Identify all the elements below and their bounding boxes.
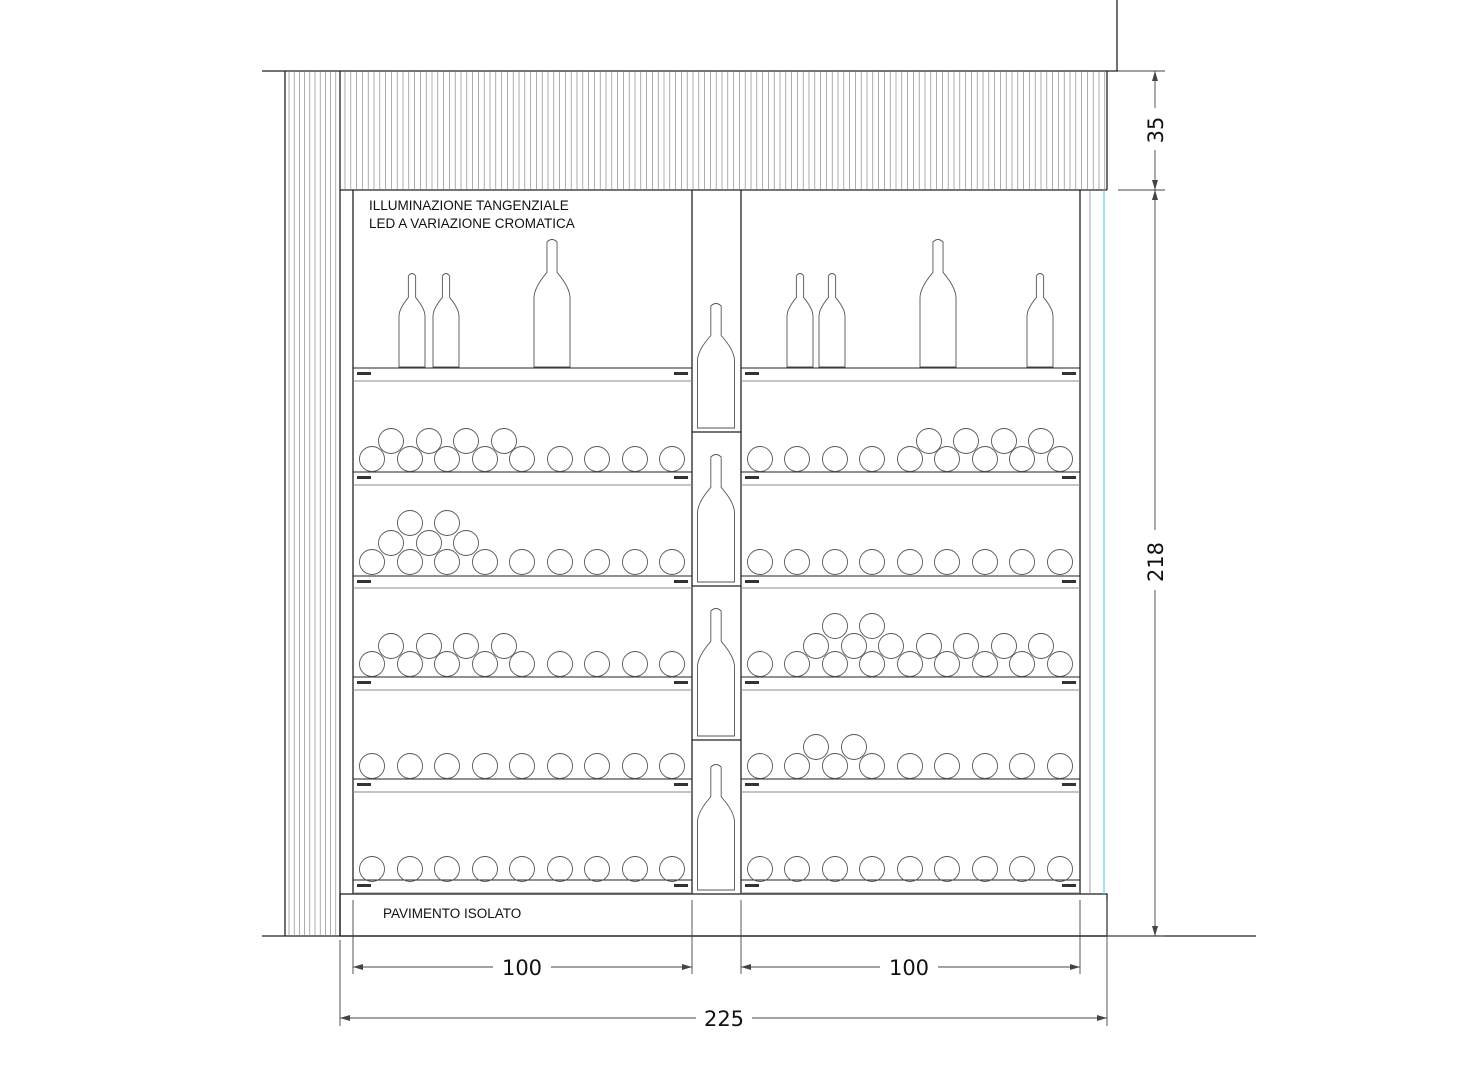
dim-cornice-height: 35	[1144, 116, 1168, 144]
bottle-end	[398, 754, 423, 779]
bottle-end	[473, 447, 498, 472]
shelf-bracket	[1062, 783, 1076, 786]
bottle-end	[510, 550, 535, 575]
bottle-end	[435, 754, 460, 779]
cornice-paneling	[345, 71, 1105, 190]
dimension-lines	[340, 71, 1165, 1026]
bottle-end	[898, 857, 923, 882]
bottle-end	[379, 634, 404, 659]
bottle-end	[398, 511, 423, 536]
bottle-end	[973, 754, 998, 779]
bottle-end	[992, 429, 1017, 454]
shelf-bracket	[745, 476, 759, 479]
bottle-end	[842, 735, 867, 760]
bottle-end	[360, 447, 385, 472]
bottle-end	[860, 550, 885, 575]
bottle-end	[398, 652, 423, 677]
bottle-end	[935, 550, 960, 575]
bottle-end	[973, 652, 998, 677]
bottle-end	[1048, 652, 1073, 677]
bottle-end	[548, 550, 573, 575]
bottle-end	[492, 429, 517, 454]
bottle-end	[1048, 550, 1073, 575]
shelf-bracket	[357, 783, 371, 786]
bottle-end	[1048, 447, 1073, 472]
dim-total-width: 225	[703, 1007, 745, 1031]
bottle-end	[785, 447, 810, 472]
bottle-end	[660, 550, 685, 575]
shelf-bracket	[745, 783, 759, 786]
shelf-bracket	[745, 580, 759, 583]
bottle-end	[973, 447, 998, 472]
shelf-bracket	[1062, 372, 1076, 375]
bottle-end	[454, 634, 479, 659]
bottle-end	[823, 447, 848, 472]
shelf-bracket	[1062, 476, 1076, 479]
shelf-bracket	[674, 580, 688, 583]
bottle-icon	[819, 274, 845, 368]
shelf-bracket	[674, 681, 688, 684]
bottle-end	[660, 754, 685, 779]
bottle-end	[492, 634, 517, 659]
shelf-bracket	[674, 884, 688, 887]
shelf-bracket	[357, 372, 371, 375]
bottle-end	[860, 447, 885, 472]
dimension-arrows	[340, 71, 1158, 1021]
bottle-end	[748, 652, 773, 677]
shelves	[353, 368, 1080, 893]
bottle-end	[435, 550, 460, 575]
bottle-end	[454, 429, 479, 454]
bottle-end	[860, 614, 885, 639]
bottle-end	[823, 857, 848, 882]
bottle-icon	[399, 274, 425, 368]
bottle-end	[623, 447, 648, 472]
bottle-icon	[787, 274, 813, 368]
shelf-bracket	[357, 884, 371, 887]
bottle-end	[823, 550, 848, 575]
dim-right-bay: 100	[888, 956, 930, 980]
bottle-end	[898, 652, 923, 677]
bottle-end	[935, 652, 960, 677]
bottle-end	[748, 857, 773, 882]
bottle-icon	[433, 274, 459, 368]
bottle-icon	[698, 765, 735, 891]
bottle-end	[360, 754, 385, 779]
bottle-end	[1048, 754, 1073, 779]
bottle-end	[585, 652, 610, 677]
bottle-end	[510, 754, 535, 779]
lighting-note-line1: ILLUMINAZIONE TANGENZIALE	[369, 198, 569, 213]
bottle-end	[417, 531, 442, 556]
bottle-icon	[698, 609, 735, 737]
bottle-end	[417, 634, 442, 659]
shelf-bracket	[1062, 580, 1076, 583]
bottle-icon	[698, 455, 735, 583]
left-wall-paneling	[289, 71, 336, 936]
bottle-end	[360, 550, 385, 575]
bottle-end	[435, 857, 460, 882]
bottle-end	[379, 429, 404, 454]
bottle-end	[660, 447, 685, 472]
bottle-end	[623, 652, 648, 677]
bottle-end	[842, 634, 867, 659]
bottle-end	[585, 550, 610, 575]
bottle-end	[879, 634, 904, 659]
bottle-end	[917, 634, 942, 659]
floor-note: PAVIMENTO ISOLATO	[383, 906, 522, 921]
bottle-end	[548, 857, 573, 882]
bottle-end	[1048, 857, 1073, 882]
shelf-bracket	[745, 372, 759, 375]
bottle-end	[1010, 652, 1035, 677]
bottle-end	[660, 857, 685, 882]
bottle-end	[360, 652, 385, 677]
shelf-bracket	[674, 476, 688, 479]
bottle-end	[860, 652, 885, 677]
bottle-end	[992, 634, 1017, 659]
bottle-end	[548, 754, 573, 779]
bottle-end	[548, 447, 573, 472]
shelf-bracket	[674, 783, 688, 786]
bottle-end	[510, 447, 535, 472]
shelf-bracket	[674, 372, 688, 375]
bottle-end	[360, 857, 385, 882]
bottle-end	[748, 550, 773, 575]
bottle-end	[860, 857, 885, 882]
bottle-end	[585, 447, 610, 472]
stacked-bottles	[360, 429, 1073, 882]
bottle-end	[935, 447, 960, 472]
bottle-icon	[1027, 274, 1053, 368]
bottle-end	[398, 550, 423, 575]
bottle-end	[935, 754, 960, 779]
bottle-end	[785, 754, 810, 779]
bottle-end	[435, 447, 460, 472]
bottle-end	[1029, 634, 1054, 659]
bottle-end	[823, 652, 848, 677]
bottle-icon	[920, 240, 956, 368]
shelf-bracket	[745, 681, 759, 684]
bottle-end	[398, 857, 423, 882]
bottle-end	[473, 754, 498, 779]
bottle-end	[785, 550, 810, 575]
structure	[262, 0, 1256, 936]
bottle-end	[435, 511, 460, 536]
bottle-end	[398, 447, 423, 472]
bottle-end	[454, 531, 479, 556]
bottle-end	[898, 447, 923, 472]
bottle-end	[1010, 754, 1035, 779]
bottle-end	[435, 652, 460, 677]
dim-cabinet-height: 218	[1144, 541, 1168, 583]
bottle-end	[623, 550, 648, 575]
bottle-end	[804, 634, 829, 659]
bottle-end	[623, 754, 648, 779]
bottle-end	[823, 754, 848, 779]
bottle-end	[823, 614, 848, 639]
shelf-bracket	[357, 476, 371, 479]
bottle-icon	[534, 240, 570, 368]
bottle-end	[473, 652, 498, 677]
bottle-end	[973, 550, 998, 575]
bottle-end	[973, 857, 998, 882]
shelf-bracket	[1062, 884, 1076, 887]
shelf-bracket	[745, 884, 759, 887]
bottle-end	[935, 857, 960, 882]
bottle-end	[510, 857, 535, 882]
bottle-end	[785, 652, 810, 677]
dim-left-bay: 100	[501, 956, 543, 980]
bottle-end	[804, 735, 829, 760]
bottle-end	[548, 652, 573, 677]
bottle-end	[860, 754, 885, 779]
bottle-end	[417, 429, 442, 454]
bottle-end	[473, 857, 498, 882]
bottle-end	[954, 429, 979, 454]
bottle-end	[1010, 857, 1035, 882]
bottle-end	[1029, 429, 1054, 454]
bottle-end	[623, 857, 648, 882]
shelf-bracket	[1062, 681, 1076, 684]
bottle-end	[510, 652, 535, 677]
bottle-end	[917, 429, 942, 454]
bottle-end	[1010, 447, 1035, 472]
bottle-end	[748, 754, 773, 779]
bottle-end	[473, 550, 498, 575]
lighting-note-line2: LED A VARIAZIONE CROMATICA	[369, 216, 575, 231]
shelf-bracket	[357, 681, 371, 684]
bottle-end	[379, 531, 404, 556]
bottle-end	[1010, 550, 1035, 575]
bottle-end	[954, 634, 979, 659]
bottle-end	[585, 754, 610, 779]
bottle-end	[748, 447, 773, 472]
bottle-icon	[698, 304, 735, 429]
bottle-end	[785, 857, 810, 882]
bottle-end	[660, 652, 685, 677]
bottle-end	[898, 550, 923, 575]
bottle-end	[898, 754, 923, 779]
bottle-end	[585, 857, 610, 882]
shelf-bracket	[357, 580, 371, 583]
